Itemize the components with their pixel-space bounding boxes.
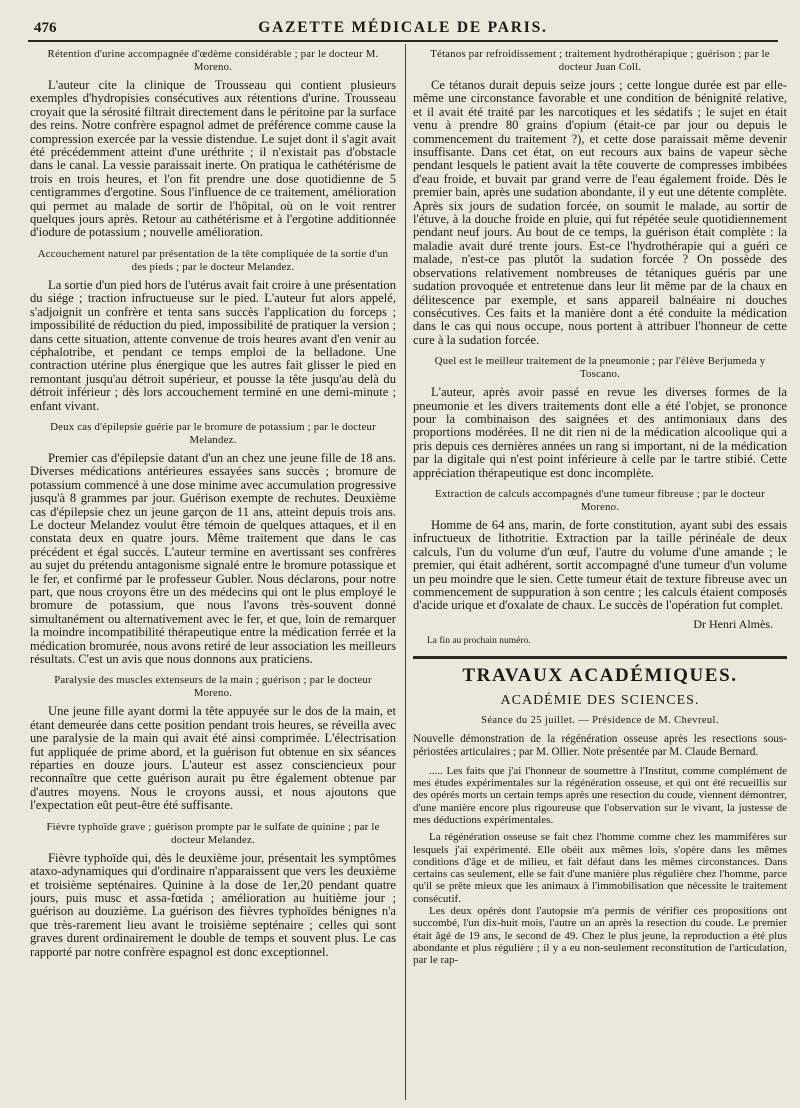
journal-title: GAZETTE MÉDICALE DE PARIS. xyxy=(258,19,548,36)
right-column xyxy=(413,48,787,1104)
author-signature: Dr Henri Almès. xyxy=(693,616,773,631)
academy-heading: ACADÉMIE DES SCIENCES. xyxy=(500,692,700,708)
article-body-retention: L'auteur cite la clinique de Trousseau qui contient plusieurs exemples d'hydropisies consécutives aux rétentions d'urine. Trousseau croyait que la sérosité filtrait directement dans le péritoine par la surface des reins. Notre confrère espagnol admet de préférence comme cause la compression exercée par la vessie distendue. Le sujet dont il s'agit avait été précédemment atteint d'une uréthrite ; il n'existait pas d'obstacle dans le canal. La vessie paraissait inerte. On pratiqua le cathétérisme de trois en trois heures, et l'on fit prendre une dose quotidienne de 5 centigrammes d'ergotine. Sous l'influence de ce traitement, amélioration qui permet au malade de sortir de l'hôpital, où on le voit rentrer quelques jours après. Retour au cathétérisme et à l'ergotine additionnée d'iodure de potassium ; nouvelle amélioration. xyxy=(30,78,396,240)
article-body-calculs: Homme de 64 ans, marin, de forte constitution, ayant subi des essais infructueux de lithotritie. Extraction par la taille périnéale de deux calculs, l'un du volume d'un œuf, l'autre du volume d'une amande ; le premier, qui était adhérent, sortit accompagné d'une tumeur d'un volume un peu moindre que le sien. Cette tumeur était de texture fibreuse avec un commencement de suppuration à son centre ; les calculs étaient composés d'acide urique et d'oxalate de chaux. Le succès de l'opération fut complet. xyxy=(413,517,787,613)
article-body-paralysie: Une jeune fille ayant dormi la tête appuyée sur le dos de la main, et étant demeurée dans cette position pendant trois heures, se réveilla avec une paralysie de la main qui avait été ainsi comprimée. L'électrisation fut appliquée de prime abord, et la guérison fut obtenue en six séances réparties en douze jours. L'auteur est assez consciencieux pour reconnaître que cette guérison aurait pu être également obtenue par d'autres moyens. Nous le croyons aussi, et nous ajoutons que l'expectation eût peut-être été suffisante. xyxy=(30,704,396,813)
article-title-accouchement: Accouchement naturel par présentation de la tête compliquée de la sortie d'un des pieds ; par le docteur Melandez. xyxy=(37,247,389,273)
left-column xyxy=(30,48,396,1104)
page-number: 476 xyxy=(34,20,57,36)
article-title-paralysie: Paralysie des muscles extenseurs de la main ; guérison ; par le docteur Moreno. xyxy=(54,674,372,700)
continued-note: La fin au prochain numéro. xyxy=(427,635,531,646)
article-body-pneumonie: L'auteur, après avoir passé en revue les diverses formes de la pneumonie et les divers traitements dont elle a été l'objet, se prononce pour la combinaison des saignées et des antimoniaux dans des proportions modérées. Il ne dit rien ni de la médication alcoolique qui a pris depuis ces dernières années un rang si important, ni de la médication par la digitale qui n'est point inférieure à celle par le tartre stibié. Cette appréciation thérapeutique est donc incomplète. xyxy=(413,385,787,480)
academy-body-1: ..... Les faits que j'ai l'honneur de soumettre à l'Institut, comme complément de mes études expérimentales sur la régénération osseuse, et qui ont été recueillis sur des opérés morts un certain temps après une resection du coude, viennent démontrer, d'une manière encore plus rigoureuse que l'observation sur le vivant, la justesse de mes déductions expérimentales. xyxy=(413,764,787,826)
article-body-tetanos: Ce tétanos durait depuis seize jours ; cette longue durée est par elle-même une circonstance favorable et une condition de bénignité relative, et il avait été traité par les narcotiques et les sédatifs ; le sujet en était venu à prendre 80 grains d'opium (était-ce par jour ou depuis le commencement du traitement ?), et cette dose paraissait même devenir insuffisante. Dans cet état, on eut recours aux bains de vapeur sèche pendant lesquels le patient avait la tête couverte de compresses imbibées d'eau froide, et buvait par grand verre de l'eau également froide. Dès le premier bain, après une sudation abondante, il y eut une détente complète. Après six jours de sudation forcée, on soumit le malade, au sortir de l'étuve, à la douche froide en pluie, qui fut répétée seule quotidiennement pendant neuf jours. Au bout de ce temps, la guérison était complète : la maladie avait duré trente jours. Est-ce l'hydrothérapie qui a guéri ce malade, n'est-ce pas plutôt la sudation forcée ? On possède des observations relativement nombreuses de tétaniques guéris par une sudation provoquée et entretenue dans leur lit même par de la chaux en délitescence par exemple, et sans appareil balnéaire ni douches consécutives. Ces faits et la manière dont a été conduite la médication dans le cas qui nous occupe, nous portent à attribuer l'honneur de cette cure à la sudation forcée. xyxy=(413,78,787,347)
article-title-tetanos: Tétanos par refroidissement ; traitement hydrothérapique ; guérison ; par le docteur Juan Coll. xyxy=(430,48,770,73)
page-header xyxy=(28,14,778,42)
article-body-accouchement: La sortie d'un pied hors de l'utérus avait fait croire à une présentation du siége ; traction infructueuse sur le pied. L'auteur fut alors appelé, s'adjoignit un confrère et tenta sans succès l'application du forceps ; impossibilité de réduction du pied, impossibilité de pratiquer la version ; dans cette situation, attente convenue de trois heures avant d'en venir au céphalotribe, et pendant ce temps emploi de la belladone. Une contraction utérine plus énergique que les autres fait glisser le pied en remontant jusqu'au détroit supérieur, et pousse la tête jusqu'au delà du détroit inférieur ; dès lors accouchement terminé en une demi-minute ; enfant vivant. xyxy=(30,277,396,413)
column-divider xyxy=(405,44,406,1100)
article-body-fievre: Fièvre typhoïde qui, dès le deuxième jour, présentait les symptômes ataxo-adynamiques qui d'ordinaire n'apparaissent que vers les deuxième et troisième septénaires. Quinine à la dose de 1er,20 pendant quatre jours, puis musc et assa-fœtida ; amélioration au huitième jour ; guérison au douzième. La guérison des fièvres typhoïdes bénignes n'a que très-rarement lieu avant le troisième septénaire ; celles qui sont graves durent ordinairement le double de temps et souvent plus. Le cas rapporté par notre confrère espagnol est donc exceptionnel. xyxy=(30,850,396,959)
article-title-fievre: Fièvre typhoïde grave ; guérison prompte par le sulfate de quinine ; par le docteur Melandez. xyxy=(46,820,380,846)
section-rule xyxy=(413,656,787,659)
communication-title: Nouvelle démonstration de la régénération osseuse après les resections sous-périostées articulaires ; par M. Ollier. Note présentée par M. Claude Bernard. xyxy=(413,732,787,758)
article-title-calculs: Extraction de calculs accompagnés d'une tumeur fibreuse ; par le docteur Moreno. xyxy=(435,487,765,513)
article-title-pneumonie: Quel est le meilleur traitement de la pneumonie ; par l'élève Berjumeda y Toscano. xyxy=(434,355,766,381)
article-body-epilepsie: Premier cas d'épilepsie datant d'un an chez une jeune fille de 18 ans. Diverses médications antérieures essayées sans succès ; bromure de potassium commencé à une dose minime avec accumulation progressive jusqu'à 8 grammes par jour. Guérison exempte de rechutes. Deuxième cas d'épilepsie chez un jeune garçon de 11 ans, atteint depuis trois ans. Le docteur Melandez voulut être témoin de quelques attaques, et il en constata deux en quatre jours. Même traitement que dans le cas précédent et égal succès. L'auteur termine en avertissant ses confrères au sujet du prétendu antagonisme signalé entre le bromure potassique et le fer, et confirmé par le professeur Gubler. Nous déclarons, pour notre part, que nous croyons être un des médecins qui ont le plus employé le bromure de potassium, que nous l'avons très-souvent donné simultanément ou alternativement avec le fer, et que, loin de remarquer la moindre incompatibilité thérapeutique entre la médication ferrée et la médication bromurée, nous avons retiré de leur association les meilleurs résultats. C'est un avis que nous donnons aux praticiens. xyxy=(30,450,396,667)
academy-body-2: La régénération osseuse se fait chez l'homme comme chez les mammifères sur lesquels j'ai expérimenté. Elle obéit aux mêmes lois, s'opère dans les mêmes conditions d'âge et de milieu, et fait défaut dans les mêmes circonstances. Dans certains cas seulement, elle se fait d'une manière plus régulière chez l'homme, parce qu'il se prête mieux que les animaux à l'immobilisation que nécessite le traitement consécutif. xyxy=(413,831,787,905)
section-heading-travaux: TRAVAUX ACADÉMIQUES. xyxy=(462,664,738,686)
article-title-retention: Rétention d'urine accompagnée d'œdème considérable ; par le docteur M. Moreno. xyxy=(47,48,379,73)
session-line: Séance du 25 juillet. — Présidence de M. Chevreul. xyxy=(481,714,719,726)
article-title-epilepsie: Deux cas d'épilepsie guérie par le bromure de potassium ; par le docteur Melandez. xyxy=(50,420,376,446)
academy-body-3: Les deux opérés dont l'autopsie m'a permis de vérifier ces propositions ont succombé, l'un dix-huit mois, l'autre un an après la resection du coude. Le premier était âgé de 19 ans, le second de 49. Chez le plus jeune, la reproduction a été plus abondante et plus régulière ; il y a eu non-seulement reconstitution de l'articulation, par le rap- xyxy=(413,905,787,967)
